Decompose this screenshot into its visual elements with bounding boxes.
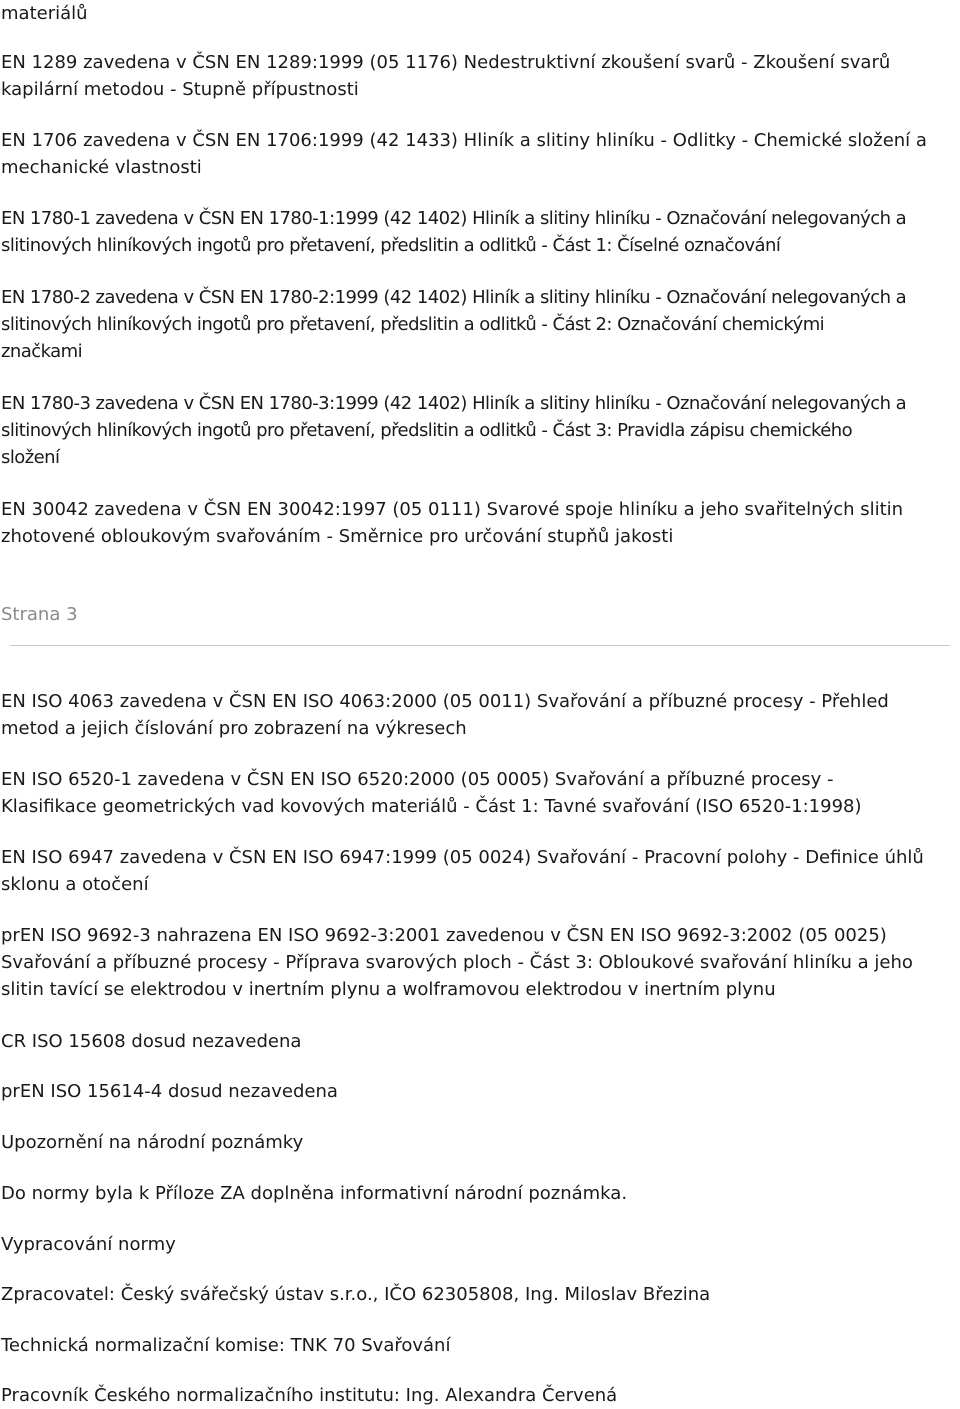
text-line: EN 30042 zavedena v ČSN EN 30042:1997 (05 0111) Svarové spoje hliníku a jeho svařitelných slitin bbox=[1, 499, 904, 520]
text-line: materiálů bbox=[1, 3, 88, 24]
text-line: EN 1780-2 zavedena v ČSN EN 1780-2:1999 (42 1402) Hliník a slitiny hliníku - Označování nelegovaných a bbox=[1, 287, 907, 308]
page-divider bbox=[10, 645, 950, 646]
text-line: slitin tavící se elektrodou v inertním plynu a wolframovou elektrodou v inertním plynu bbox=[1, 979, 776, 1000]
text-line: slitinových hliníkových ingotů pro přetavení, předslitin a odlitků - Část 2: Označování chemickými bbox=[1, 314, 825, 335]
text-line: metod a jejich číslování pro zobrazení na výkresech bbox=[1, 718, 467, 739]
page-number-label: Strana 3 bbox=[1, 604, 78, 625]
norm-entry-pren-iso-15614-4 bbox=[1, 1078, 957, 1105]
committee-line bbox=[1, 1332, 957, 1359]
institute-worker-line bbox=[1, 1382, 957, 1409]
text-line: Vypracování normy bbox=[1, 1234, 176, 1255]
text-line: značkami bbox=[1, 341, 83, 362]
norm-entry-pren-iso-9692-3 bbox=[1, 922, 957, 1003]
text-line: slitinových hliníkových ingotů pro přetavení, předslitin a odlitků - Část 1: Číselné označování bbox=[1, 235, 781, 256]
text-line: EN ISO 6947 zavedena v ČSN EN ISO 6947:1999 (05 0024) Svařování - Pracovní polohy - Definice úhlů bbox=[1, 847, 924, 868]
text-line: Pracovník Českého normalizačního institutu: Ing. Alexandra Červená bbox=[1, 1385, 618, 1406]
norm-entry-en-iso-6947 bbox=[1, 844, 957, 898]
text-line: Upozornění na národní poznámky bbox=[1, 1132, 304, 1153]
text-line: EN 1780-3 zavedena v ČSN EN 1780-3:1999 (42 1402) Hliník a slitiny hliníku - Označování nelegovaných a bbox=[1, 393, 907, 414]
norm-entry-cr-iso-15608 bbox=[1, 1028, 957, 1055]
norm-entry-en-1780-1 bbox=[1, 205, 957, 259]
text-line: složení bbox=[1, 447, 60, 468]
national-notes-heading bbox=[1, 1129, 957, 1156]
norm-entry-en-iso-6520-1 bbox=[1, 766, 957, 820]
text-line: sklonu a otočení bbox=[1, 874, 149, 895]
text-line: EN ISO 6520-1 zavedena v ČSN EN ISO 6520:2000 (05 0005) Svařování a příbuzné procesy - bbox=[1, 769, 834, 790]
materials-continuation bbox=[1, 0, 957, 27]
text-line: Svařování a příbuzné procesy - Příprava svarových ploch - Část 3: Obloukové svařování hliníku a jeho bbox=[1, 952, 913, 973]
text-line: kapilární metodou - Stupně přípustnosti bbox=[1, 79, 359, 100]
text-line: prEN ISO 9692-3 nahrazena EN ISO 9692-3:2001 zavedenou v ČSN EN ISO 9692-3:2002 (05 0025) bbox=[1, 925, 887, 946]
text-line: EN 1289 zavedena v ČSN EN 1289:1999 (05 1176) Nedestruktivní zkoušení svarů - Zkoušení svarů bbox=[1, 52, 891, 73]
norm-entry-en-iso-4063 bbox=[1, 688, 957, 742]
norm-entry-en-1289 bbox=[1, 49, 957, 103]
text-line: Zpracovatel: Český svářečský ústav s.r.o., IČO 62305808, Ing. Miloslav Březina bbox=[1, 1284, 711, 1305]
text-line: zhotovené obloukovým svařováním - Směrnice pro určování stupňů jakosti bbox=[1, 526, 674, 547]
norm-entry-en-30042 bbox=[1, 496, 957, 550]
national-notes-text bbox=[1, 1180, 957, 1207]
prepared-heading bbox=[1, 1231, 957, 1258]
text-line: EN 1780-1 zavedena v ČSN EN 1780-1:1999 (42 1402) Hliník a slitiny hliníku - Označování nelegovaných a bbox=[1, 208, 907, 229]
text-line: prEN ISO 15614-4 dosud nezavedena bbox=[1, 1081, 338, 1102]
text-line: CR ISO 15608 dosud nezavedena bbox=[1, 1031, 302, 1052]
processor-line bbox=[1, 1281, 957, 1308]
norm-entry-en-1780-2 bbox=[1, 284, 957, 365]
text-line: mechanické vlastnosti bbox=[1, 157, 202, 178]
norm-entry-en-1706 bbox=[1, 127, 957, 181]
text-line: Technická normalizační komise: TNK 70 Svařování bbox=[1, 1335, 451, 1356]
text-line: slitinových hliníkových ingotů pro přetavení, předslitin a odlitků - Část 3: Pravidla zápisu chemického bbox=[1, 420, 853, 441]
text-line: Klasifikace geometrických vad kovových materiálů - Část 1: Tavné svařování (ISO 6520-1:1998) bbox=[1, 796, 862, 817]
text-line: Do normy byla k Příloze ZA doplněna informativní národní poznámka. bbox=[1, 1183, 628, 1204]
text-line: EN 1706 zavedena v ČSN EN 1706:1999 (42 1433) Hliník a slitiny hliníku - Odlitky - Chemické složení a bbox=[1, 130, 927, 151]
text-line: EN ISO 4063 zavedena v ČSN EN ISO 4063:2000 (05 0011) Svařování a příbuzné procesy - Přehled bbox=[1, 691, 889, 712]
norm-entry-en-1780-3 bbox=[1, 390, 957, 471]
